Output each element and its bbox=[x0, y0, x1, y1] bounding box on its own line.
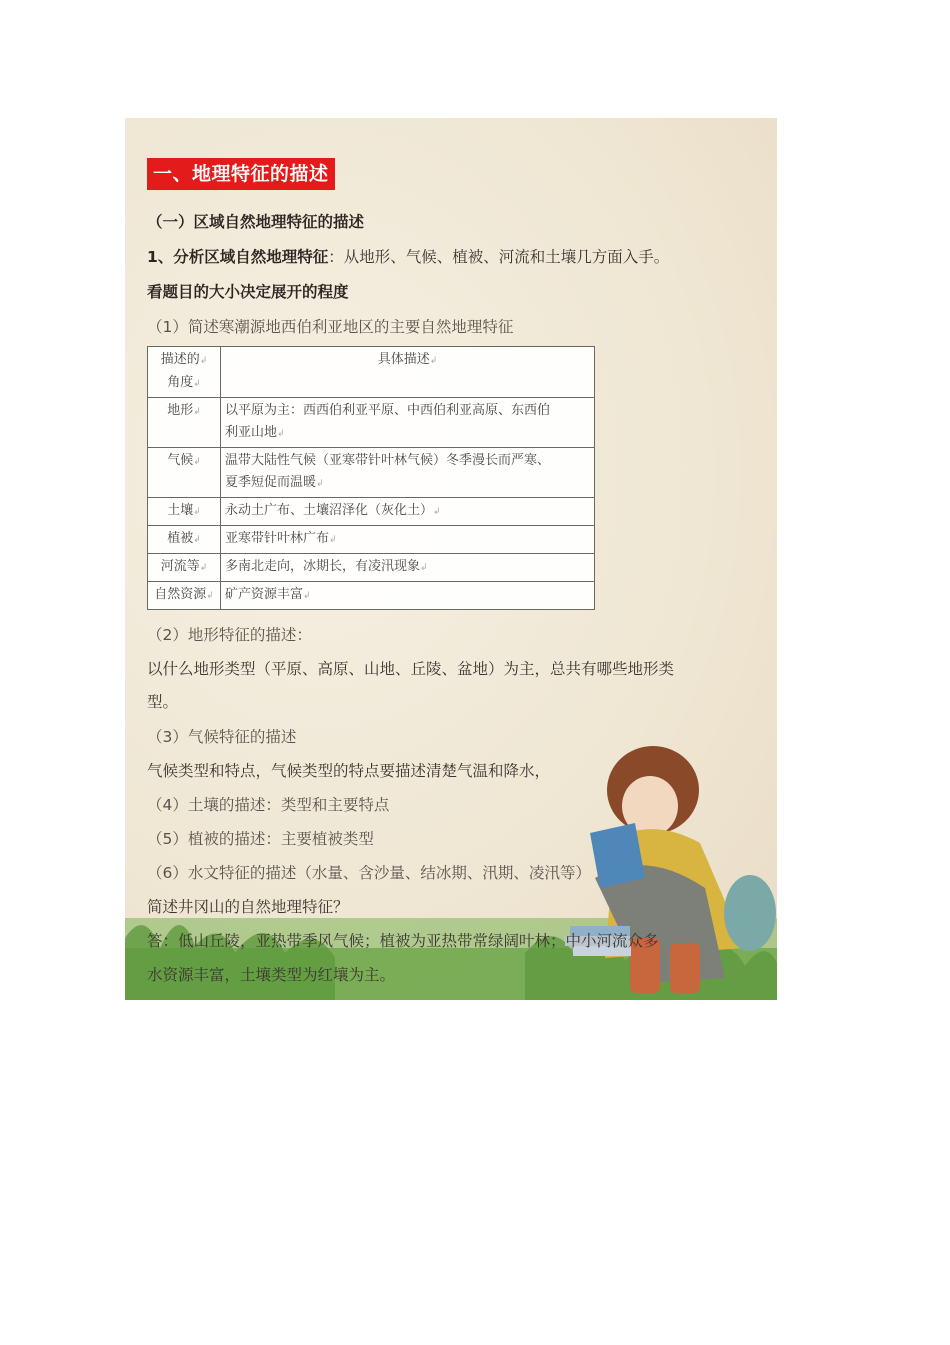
item1: （1）简述寒潮源地西伯利亚地区的主要自然地理特征 bbox=[147, 318, 514, 336]
table-cell-aspect: 植被↲ bbox=[148, 526, 221, 554]
item6: （6）水文特征的描述（水量、含沙量、结冰期、汛期、凌汛等） bbox=[147, 864, 591, 882]
table-cell-description: 多南北走向，冰期长，有凌汛现象↲ bbox=[221, 554, 595, 582]
point1-text: ：从地形、气候、植被、河流和土壤几方面入手。 bbox=[328, 248, 670, 266]
reading-girl-illustration bbox=[125, 118, 777, 1000]
item4: （4）土壤的描述：类型和主要特点 bbox=[147, 796, 390, 814]
item3-text: 气候类型和特点，气候类型的特点要描述清楚气温和降水， bbox=[147, 762, 551, 780]
item2: （2）地形特征的描述： bbox=[147, 626, 312, 644]
table-cell-aspect: 自然资源↲ bbox=[148, 582, 221, 610]
item3: （3）气候特征的描述 bbox=[147, 728, 297, 746]
answer-line2: 水资源丰富，土壤类型为红壤为主。 bbox=[147, 966, 396, 984]
table-cell-description: 永动土广布、土壤沼泽化（灰化土）↲ bbox=[221, 498, 595, 526]
content-card bbox=[125, 118, 777, 1000]
item5: （5）植被的描述：主要植被类型 bbox=[147, 830, 374, 848]
table-cell-aspect: 气候↲ bbox=[148, 448, 221, 498]
table-cell-description: 以平原为主：西西伯利亚平原、中西伯利亚高原、东西伯 利亚山地↲ bbox=[221, 398, 595, 448]
table-cell-aspect: 地形↲ bbox=[148, 398, 221, 448]
table-header-description: 具体描述↲ bbox=[221, 347, 595, 398]
section-heading: 一、地理特征的描述 bbox=[147, 158, 335, 190]
subsection-title: （一）区域自然地理特征的描述 bbox=[147, 213, 365, 231]
table-header-aspect: 描述的↲ 角度↲ bbox=[148, 347, 221, 398]
table-cell-description: 矿产资源丰富↲ bbox=[221, 582, 595, 610]
table-cell-description: 温带大陆性气候（亚寒带针叶林气候）冬季漫长而严寒、 夏季短促而温暖↲ bbox=[221, 448, 595, 498]
item2-text-line1: 以什么地形类型（平原、高原、山地、丘陵、盆地）为主，总共有哪些地形类 bbox=[147, 660, 675, 678]
question: 简述井冈山的自然地理特征？ bbox=[147, 898, 349, 916]
answer-line1: 答：低山丘陵，亚热带季风气候；植被为亚热带常绿阔叶林；中小河流众多 bbox=[147, 932, 659, 950]
table-cell-description: 亚寒带针叶林广布↲ bbox=[221, 526, 595, 554]
point1-note: 看题目的大小决定展开的程度 bbox=[147, 283, 349, 301]
table-cell-aspect: 河流等↲ bbox=[148, 554, 221, 582]
point1-label: 1、分析区域自然地理特征 bbox=[147, 248, 329, 266]
table-cell-aspect: 土壤↲ bbox=[148, 498, 221, 526]
item2-text-line2: 型。 bbox=[147, 693, 179, 711]
